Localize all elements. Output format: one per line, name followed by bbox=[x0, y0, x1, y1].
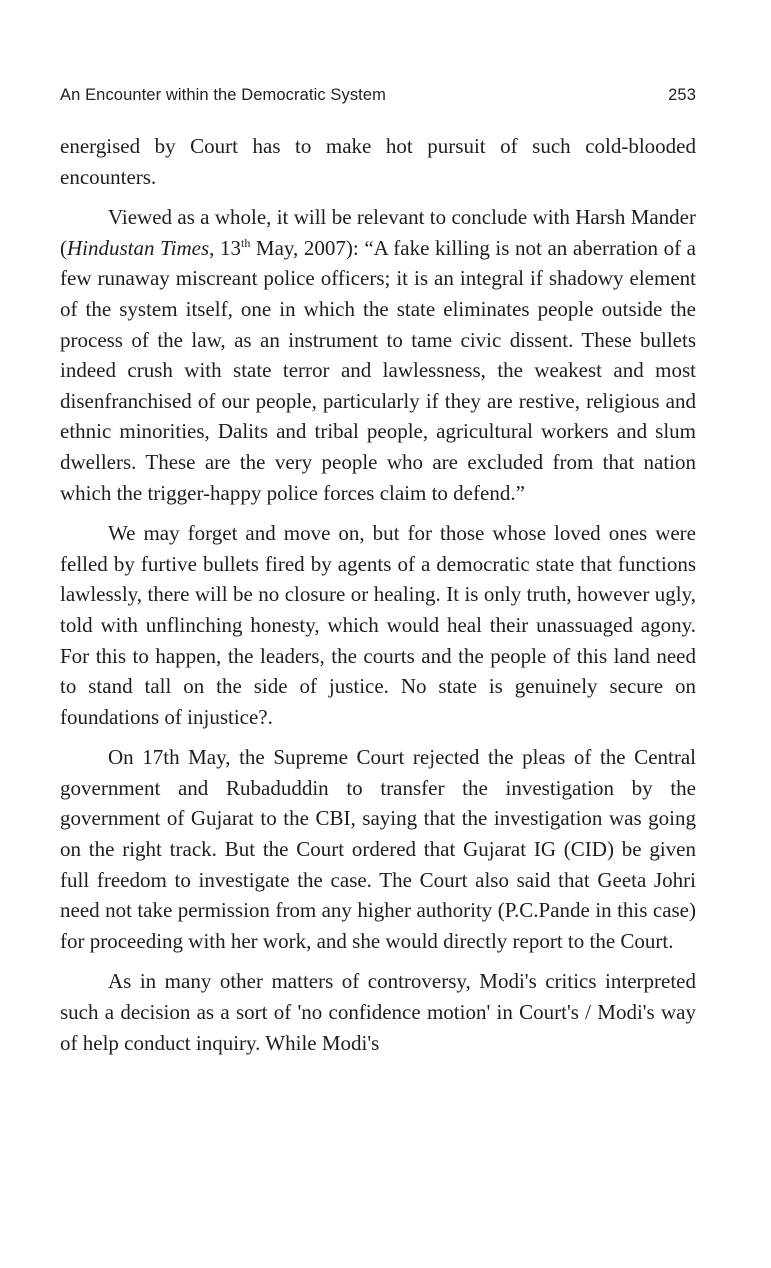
book-page bbox=[60, 86, 696, 1068]
paragraph-closure bbox=[60, 518, 696, 732]
publication-title: Hindustan Times bbox=[67, 235, 210, 260]
ordinal-suffix: th bbox=[240, 235, 251, 250]
paragraph-text: On 17th May, the Supreme Court rejected the pleas of the Central government and Rubaduddin to transfer the investigation by the government of Gujarat to the CBI, saying that the investigation was going on the right track. But the Court ordered that Gujarat IG (CID) be given full freedom to investigate the case. The Court also said that Geeta Johri need not take permission from any higher authority (P.C.Pande in this case) for proceeding with her work, and she would directly report to the Court. bbox=[60, 745, 696, 953]
quote-text: May, 2007): “A fake killing is not an aberration of a few runaway miscreant police officers; it is an integral if shadowy element of the system itself, one in which the state eliminates people outside the process of the law, as an instrument to tame civic dissent. These bullets indeed crush with state terror and lawlessness, the weakest and most disenfranchised of our people, particularly if they are restive, religious and ethnic minorities, Dalits and tribal people, agricultural workers and slum dwellers. These are the very people who are excluded from that nation which the trigger-happy police forces claim to defend.” bbox=[60, 235, 697, 505]
paragraph-continuation bbox=[60, 131, 696, 192]
body-text bbox=[60, 131, 696, 1058]
paragraph-supreme-court bbox=[60, 742, 696, 956]
running-header bbox=[60, 86, 696, 116]
paragraph-harsh-mander-quote bbox=[60, 202, 696, 508]
page-number: 253 bbox=[668, 86, 696, 104]
paragraph-critics bbox=[60, 966, 696, 1058]
date-day: , 13 bbox=[209, 235, 241, 260]
paragraph-text-lead: Viewed as a whole, it will be relevant to conclude with Harsh Mander ( bbox=[60, 205, 696, 260]
paragraph-text: energised by Court has to make hot pursuit of such cold-blooded encounters. bbox=[60, 134, 696, 189]
paragraph-text: We may forget and move on, but for those whose loved ones were felled by furtive bullets fired by agents of a democratic state that functions lawlessly, there will be no closure or healing. It is only truth, however ugly, told with unflinching honesty, which would heal their unassuaged agony. For this to happen, the leaders, the courts and the people of this land need to stand tall on the side of justice. No state is genuinely secure on foundations of injustice?. bbox=[60, 521, 696, 729]
paragraph-text: As in many other matters of controversy, Modi's critics interpreted such a decision as a sort of 'no confidence motion' in Court's / Modi's way of help conduct inquiry. While Modi's bbox=[60, 969, 696, 1055]
running-title: An Encounter within the Democratic System bbox=[60, 86, 386, 104]
